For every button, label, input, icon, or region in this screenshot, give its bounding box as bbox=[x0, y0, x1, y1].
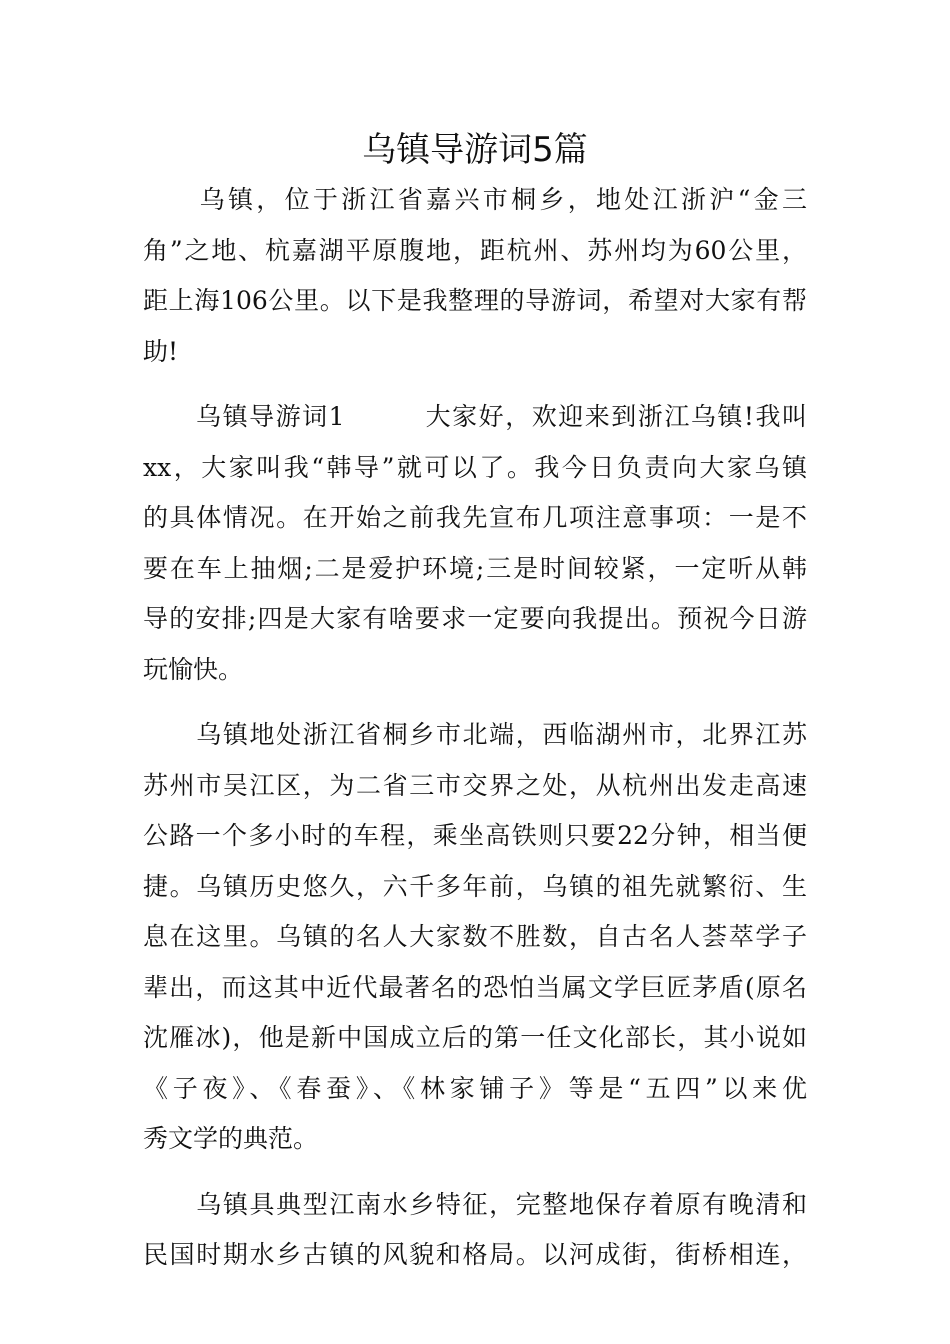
text-line: 距上海106公里。以下是我整理的导游词，希望对大家有帮 bbox=[143, 286, 807, 315]
text-line: 玩愉快。 bbox=[143, 654, 244, 684]
text-line: 要在车上抽烟;二是爱护环境;三是时间较紧，一定听从韩 bbox=[143, 553, 807, 583]
text-line: 秀文学的典范。 bbox=[143, 1124, 319, 1153]
text-line: 角”之地、杭嘉湖平原腹地，距杭州、苏州均为60公里， bbox=[143, 235, 807, 265]
paragraph-guide-1 bbox=[143, 392, 807, 695]
text-line: 捷。乌镇历史悠久，六千多年前，乌镇的祖先就繁衍、生 bbox=[143, 871, 807, 901]
text-line: xx，大家叫我“韩导”就可以了。我今日负责向大家乌镇 bbox=[143, 452, 807, 482]
text-line: 乌镇导游词1 大家好，欢迎来到浙江乌镇!我叫 bbox=[143, 402, 807, 431]
document-body bbox=[143, 175, 807, 1281]
text-line: 沈雁冰)，他是新中国成立后的第一任文化部长，其小说如 bbox=[143, 1023, 807, 1052]
text-line: 乌镇地处浙江省桐乡市北端，西临湖州市，北界江苏 bbox=[143, 720, 807, 749]
text-line: 民国时期水乡古镇的风貌和格局。以河成街，街桥相连， bbox=[143, 1240, 807, 1269]
text-line: 助! bbox=[143, 336, 179, 366]
paragraph-intro bbox=[143, 175, 807, 377]
text-line: 《子夜》、《春蚕》、《林家铺子》等是“五四”以来优 bbox=[143, 1073, 807, 1103]
text-line: 的具体情况。在开始之前我先宣布几项注意事项：一是不 bbox=[143, 503, 807, 532]
paragraph-location bbox=[143, 710, 807, 1165]
paragraph-features bbox=[143, 1180, 807, 1281]
text-line: 乌镇具典型江南水乡特征，完整地保存着原有晚清和 bbox=[143, 1189, 807, 1219]
text-line: 公路一个多小时的车程，乘坐高铁则只要22分钟，相当便 bbox=[143, 821, 807, 850]
text-line: 乌镇，位于浙江省嘉兴市桐乡，地处江浙沪“金三 bbox=[143, 185, 807, 214]
text-line: 息在这里。乌镇的名人大家数不胜数，自古名人荟萃学子 bbox=[143, 922, 807, 951]
text-line: 苏州市吴江区，为二省三市交界之处，从杭州出发走高速 bbox=[143, 770, 807, 800]
text-line: 导的安排;四是大家有啥要求一定要向我提出。预祝今日游 bbox=[143, 604, 807, 633]
text-line: 辈出，而这其中近代最著名的恐怕当属文学巨匠茅盾(原名 bbox=[143, 972, 807, 1002]
document-title: 乌镇导游词5篇 bbox=[362, 130, 588, 170]
